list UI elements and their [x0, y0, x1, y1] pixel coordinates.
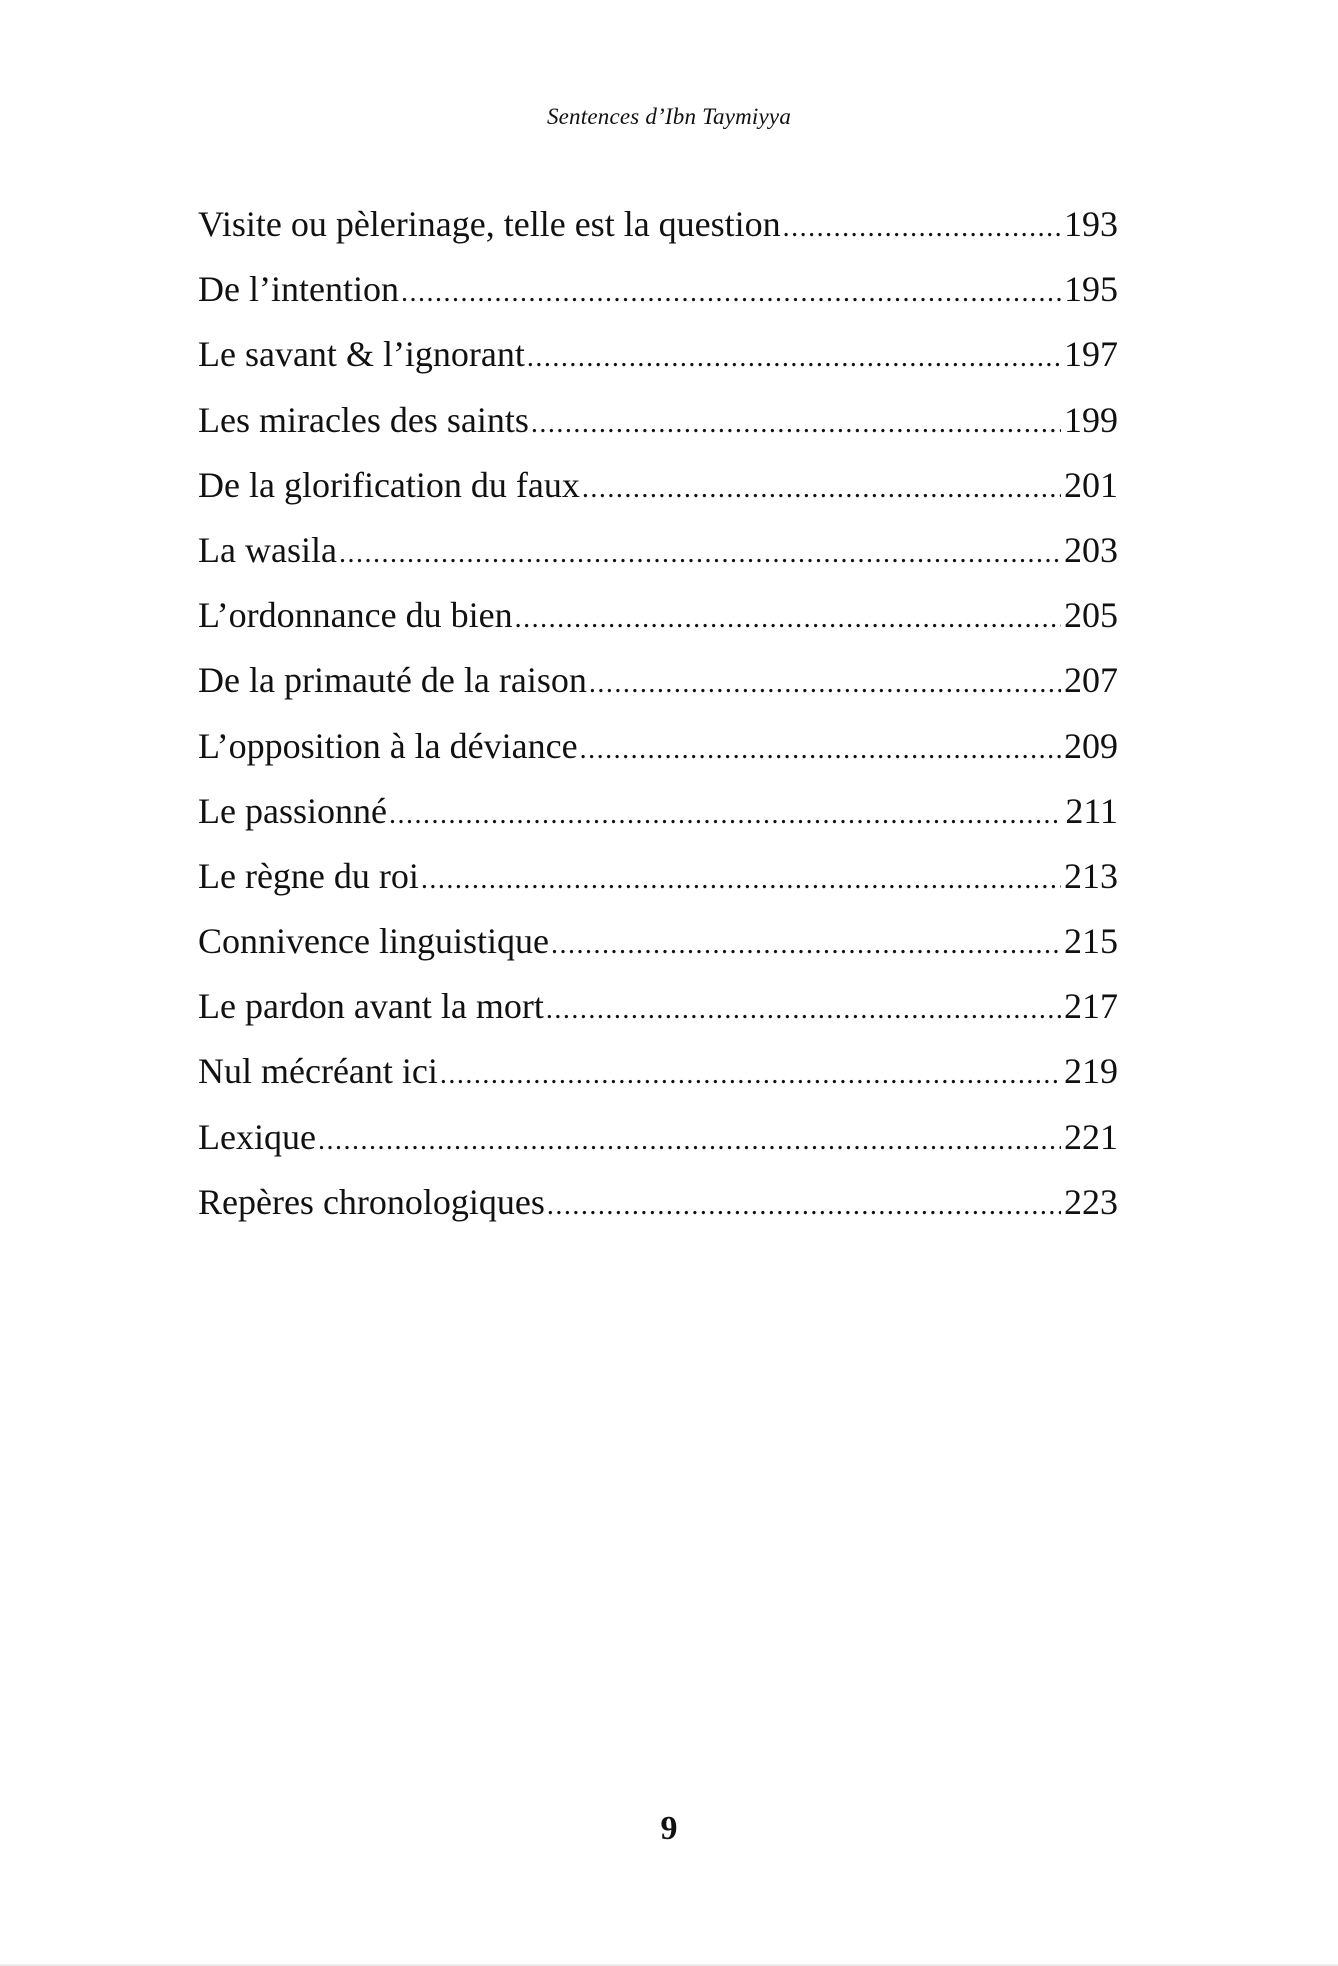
dot-leader: [401, 267, 1061, 319]
toc-entry-page: 221: [1064, 1116, 1118, 1157]
toc-entry-title: De l’intention: [198, 269, 399, 310]
toc-entry[interactable]: [198, 1111, 1118, 1176]
toc-entry[interactable]: [198, 915, 1118, 980]
dot-leader: [582, 463, 1061, 515]
toc-entry-page: 223: [1064, 1181, 1118, 1222]
toc-entry[interactable]: [198, 785, 1118, 850]
dot-leader: [551, 919, 1061, 971]
running-title: Sentences d’Ibn Taymiyya: [546, 104, 792, 129]
toc-entry-page: 211: [1065, 790, 1118, 831]
toc-entry[interactable]: [198, 394, 1118, 459]
toc-entry-page: 215: [1064, 921, 1118, 962]
toc-entry-title: Les miracles des saints: [198, 399, 529, 440]
toc-entry-page: 209: [1064, 725, 1118, 766]
dot-leader: [318, 1115, 1061, 1167]
toc-entry[interactable]: [198, 720, 1118, 785]
dot-leader: [580, 724, 1061, 776]
toc-entry[interactable]: [198, 850, 1118, 915]
toc-entry-title: Visite ou pèlerinage, telle est la question: [198, 204, 781, 244]
toc-entry-title: Le passionné: [198, 790, 387, 831]
dot-leader: [339, 528, 1061, 580]
toc-entry-title: De la primauté de la raison: [198, 660, 587, 701]
dot-leader: [547, 1180, 1061, 1232]
toc-entry[interactable]: [198, 263, 1118, 328]
dot-leader: [783, 202, 1061, 254]
dot-leader: [546, 984, 1061, 1036]
toc-entry-page: 207: [1064, 660, 1118, 701]
toc-entry[interactable]: [198, 198, 1118, 263]
toc-entry-title: De la glorification du faux: [198, 464, 580, 505]
toc-entry-page: 203: [1064, 529, 1118, 570]
toc-entry[interactable]: [198, 328, 1118, 393]
toc-entry-title: Lexique: [198, 1116, 316, 1157]
toc-entry-page: 193: [1064, 204, 1118, 244]
toc-entry-title: La wasila: [198, 529, 337, 570]
toc-entry[interactable]: [198, 589, 1118, 654]
toc-entry-title: Le règne du roi: [198, 855, 419, 896]
toc-entry[interactable]: [198, 980, 1118, 1045]
page-number: 9: [660, 1810, 678, 1847]
toc-entry[interactable]: [198, 1176, 1118, 1241]
dot-leader: [389, 789, 1062, 841]
toc-entry-page: 197: [1064, 334, 1118, 375]
dot-leader: [589, 658, 1061, 710]
toc-entry[interactable]: [198, 524, 1118, 589]
dot-leader: [531, 398, 1061, 450]
toc-entry-title: L’opposition à la déviance: [198, 725, 578, 766]
dot-leader: [440, 1049, 1061, 1101]
dot-leader: [421, 854, 1061, 906]
toc-entry-page: 205: [1064, 595, 1118, 636]
toc-entry[interactable]: [198, 459, 1118, 524]
toc-entry-page: 201: [1064, 464, 1118, 505]
toc-entry[interactable]: [198, 1045, 1118, 1110]
toc-entry-page: 217: [1064, 986, 1118, 1027]
toc-entry-title: Connivence linguistique: [198, 921, 549, 962]
toc-entry-title: Nul mécréant ici: [198, 1051, 438, 1092]
toc-entry-page: 195: [1064, 269, 1118, 310]
toc-entry-title: Repères chronologiques: [198, 1181, 545, 1222]
toc-entry-title: Le savant & l’ignorant: [198, 334, 525, 375]
toc-entry-title: Le pardon avant la mort: [198, 986, 544, 1027]
dot-leader: [515, 593, 1061, 645]
toc-entry-title: L’ordonnance du bien: [198, 595, 513, 636]
toc-entry-page: 213: [1064, 855, 1118, 896]
dot-leader: [527, 332, 1061, 384]
table-of-contents: [198, 198, 1118, 1241]
toc-entry[interactable]: [198, 654, 1118, 719]
toc-entry-page: 219: [1064, 1051, 1118, 1092]
toc-entry-page: 199: [1064, 399, 1118, 440]
